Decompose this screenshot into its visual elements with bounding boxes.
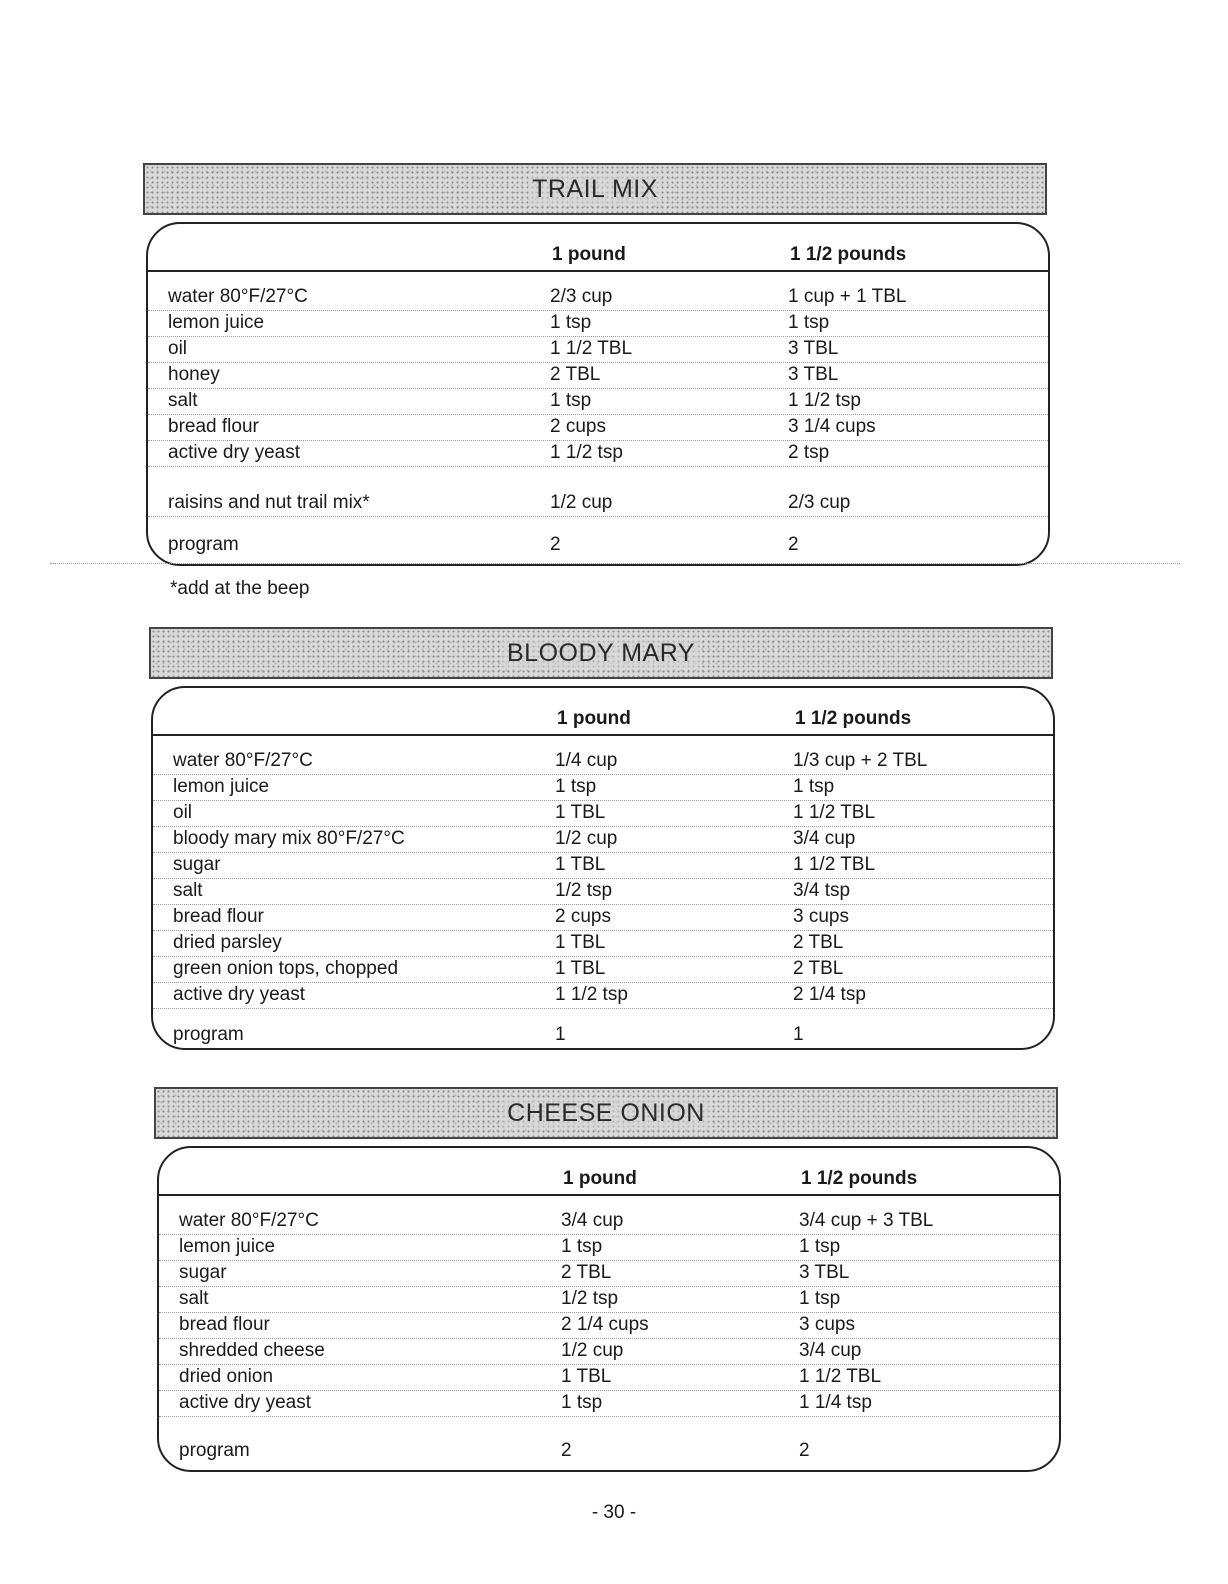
ingredient: shredded cheese (179, 1340, 325, 1361)
program-row (153, 1022, 1053, 1048)
amount-1-5-pounds: 3 1/4 cups (788, 416, 876, 437)
table-row (159, 1364, 1059, 1391)
column-header-1-5-pounds: 1 1/2 pounds (790, 244, 907, 265)
amount-1-5-pounds: 3/4 cup + 3 TBL (799, 1210, 934, 1231)
amount-1-pound: 1 TBL (561, 1366, 612, 1387)
amount-1-5-pounds: 1 tsp (793, 776, 835, 797)
program-1-pound: 2 (561, 1440, 572, 1461)
amount-1-pound: 1 TBL (555, 932, 606, 953)
table-row (148, 440, 1048, 467)
table-row (153, 930, 1053, 957)
amount-1-pound: 1 TBL (555, 854, 606, 875)
column-header-1-pound: 1 pound (552, 244, 626, 265)
amount-1-pound: 2 cups (550, 416, 606, 437)
amount-1-pound: 1 TBL (555, 958, 606, 979)
table-row (153, 982, 1053, 1009)
amount-1-pound: 2 TBL (550, 364, 601, 385)
amount-1-pound: 1/2 cup (561, 1340, 624, 1361)
ingredient: water 80°F/27°C (179, 1210, 319, 1231)
amount-1-pound: 1 tsp (561, 1236, 603, 1257)
recipe-table-cheese-onion (157, 1146, 1061, 1472)
amount-1-pound: 2/3 cup (550, 286, 613, 307)
table-row (159, 1390, 1059, 1417)
table-row (148, 284, 1048, 311)
amount-1-5-pounds: 1 cup + 1 TBL (788, 286, 907, 307)
program-1-pound: 2 (550, 534, 561, 555)
amount-1-pound: 1 tsp (555, 776, 597, 797)
amount-1-pound: 1 1/2 TBL (550, 338, 633, 359)
table-row (153, 878, 1053, 905)
amount-1-5-pounds: 1 1/2 TBL (799, 1366, 882, 1387)
column-header-1-pound: 1 pound (557, 708, 631, 729)
amount-1-5-pounds: 3 TBL (799, 1262, 850, 1283)
program-1-5-pounds: 2 (788, 534, 799, 555)
ingredient: dried onion (179, 1366, 274, 1387)
program-label: program (168, 534, 239, 555)
ingredient: sugar (179, 1262, 227, 1283)
amount-1-pound: 1/2 tsp (561, 1288, 619, 1309)
recipe-banner-bloody-mary (149, 627, 1053, 679)
ingredient: bread flour (168, 416, 259, 437)
amount-1-pound: 3/4 cup (561, 1210, 624, 1231)
amount-1-5-pounds: 2 TBL (793, 932, 844, 953)
ingredient: active dry yeast (173, 984, 305, 1005)
amount-1-5-pounds: 1 1/4 tsp (799, 1392, 872, 1413)
ingredient: raisins and nut trail mix* (168, 492, 370, 513)
table-row (148, 336, 1048, 363)
table-row (159, 1338, 1059, 1365)
table-row (148, 490, 1048, 517)
ingredient: salt (173, 880, 203, 901)
amount-1-pound: 1/2 cup (550, 492, 613, 513)
recipe-title: BLOODY MARY (503, 639, 699, 668)
ingredient: dried parsley (173, 932, 282, 953)
amount-1-5-pounds: 1 1/2 tsp (788, 390, 861, 411)
ingredient: salt (168, 390, 198, 411)
ingredient: salt (179, 1288, 209, 1309)
header-rule (148, 270, 1048, 272)
amount-1-pound: 1/4 cup (555, 750, 618, 771)
amount-1-pound: 2 1/4 cups (561, 1314, 649, 1335)
amount-1-5-pounds: 2/3 cup (788, 492, 851, 513)
amount-1-5-pounds: 3/4 tsp (793, 880, 851, 901)
amount-1-5-pounds: 1 tsp (799, 1288, 841, 1309)
recipe-table-bloody-mary (151, 686, 1055, 1050)
trail-mix-footnote: *add at the beep (170, 578, 310, 599)
amount-1-pound: 1/2 cup (555, 828, 618, 849)
table-row (159, 1260, 1059, 1287)
recipe-table-trail-mix (146, 222, 1050, 566)
amount-1-pound: 1 tsp (550, 390, 592, 411)
amount-1-pound: 1 1/2 tsp (555, 984, 628, 1005)
column-header-1-pound: 1 pound (563, 1168, 637, 1189)
amount-1-5-pounds: 3/4 cup (793, 828, 856, 849)
ingredient: oil (173, 802, 193, 823)
table-row (148, 414, 1048, 441)
amount-1-5-pounds: 2 TBL (793, 958, 844, 979)
recipe-title: TRAIL MIX (528, 175, 662, 204)
ingredient: lemon juice (168, 312, 265, 333)
ingredient: water 80°F/27°C (168, 286, 308, 307)
program-1-5-pounds: 1 (793, 1024, 804, 1045)
amount-1-5-pounds: 1/3 cup + 2 TBL (793, 750, 928, 771)
amount-1-pound: 1 tsp (561, 1392, 603, 1413)
ingredient: active dry yeast (168, 442, 300, 463)
amount-1-pound: 1/2 tsp (555, 880, 613, 901)
table-row (148, 362, 1048, 389)
program-row (148, 532, 1048, 558)
recipe-banner-trail-mix (143, 163, 1047, 215)
ingredient: green onion tops, chopped (173, 958, 399, 979)
table-row (153, 852, 1053, 879)
ingredient: bread flour (179, 1314, 270, 1335)
amount-1-5-pounds: 1 1/2 TBL (793, 802, 876, 823)
table-row (153, 800, 1053, 827)
amount-1-pound: 2 TBL (561, 1262, 612, 1283)
amount-1-5-pounds: 2 1/4 tsp (793, 984, 866, 1005)
amount-1-5-pounds: 2 tsp (788, 442, 830, 463)
recipe-banner-cheese-onion (154, 1087, 1058, 1139)
table-row (159, 1312, 1059, 1339)
ingredient: lemon juice (173, 776, 270, 797)
amount-1-5-pounds: 3 TBL (788, 364, 839, 385)
ingredient: active dry yeast (179, 1392, 311, 1413)
ingredient: sugar (173, 854, 221, 875)
amount-1-5-pounds: 1 tsp (788, 312, 830, 333)
table-row (153, 904, 1053, 931)
table-row (159, 1286, 1059, 1313)
recipe-title: CHEESE ONION (503, 1099, 709, 1128)
program-1-5-pounds: 2 (799, 1440, 810, 1461)
ingredient: lemon juice (179, 1236, 276, 1257)
ingredient: water 80°F/27°C (173, 750, 313, 771)
program-1-pound: 1 (555, 1024, 566, 1045)
table-row (148, 310, 1048, 337)
page-number: - 30 - (591, 1502, 637, 1523)
ingredient: oil (168, 338, 188, 359)
table-row (153, 826, 1053, 853)
header-rule (153, 734, 1053, 736)
amount-1-5-pounds: 1 tsp (799, 1236, 841, 1257)
table-row (153, 774, 1053, 801)
table-row (148, 388, 1048, 415)
column-header-1-5-pounds: 1 1/2 pounds (801, 1168, 918, 1189)
table-row (159, 1208, 1059, 1235)
amount-1-5-pounds: 3 cups (799, 1314, 855, 1335)
amount-1-5-pounds: 3 cups (793, 906, 849, 927)
table-row (153, 748, 1053, 775)
program-row (159, 1438, 1059, 1464)
program-label: program (179, 1440, 250, 1461)
column-header-1-5-pounds: 1 1/2 pounds (795, 708, 912, 729)
ingredient: honey (168, 364, 220, 385)
amount-1-pound: 1 1/2 tsp (550, 442, 623, 463)
program-label: program (173, 1024, 244, 1045)
ingredient: bread flour (173, 906, 264, 927)
ingredient: bloody mary mix 80°F/27°C (173, 828, 405, 849)
table-row (159, 1234, 1059, 1261)
amount-1-5-pounds: 3/4 cup (799, 1340, 862, 1361)
amount-1-pound: 1 tsp (550, 312, 592, 333)
amount-1-pound: 2 cups (555, 906, 611, 927)
amount-1-5-pounds: 1 1/2 TBL (793, 854, 876, 875)
amount-1-pound: 1 TBL (555, 802, 606, 823)
header-rule (159, 1194, 1059, 1196)
table-row (153, 956, 1053, 983)
divider (50, 563, 1180, 564)
amount-1-5-pounds: 3 TBL (788, 338, 839, 359)
